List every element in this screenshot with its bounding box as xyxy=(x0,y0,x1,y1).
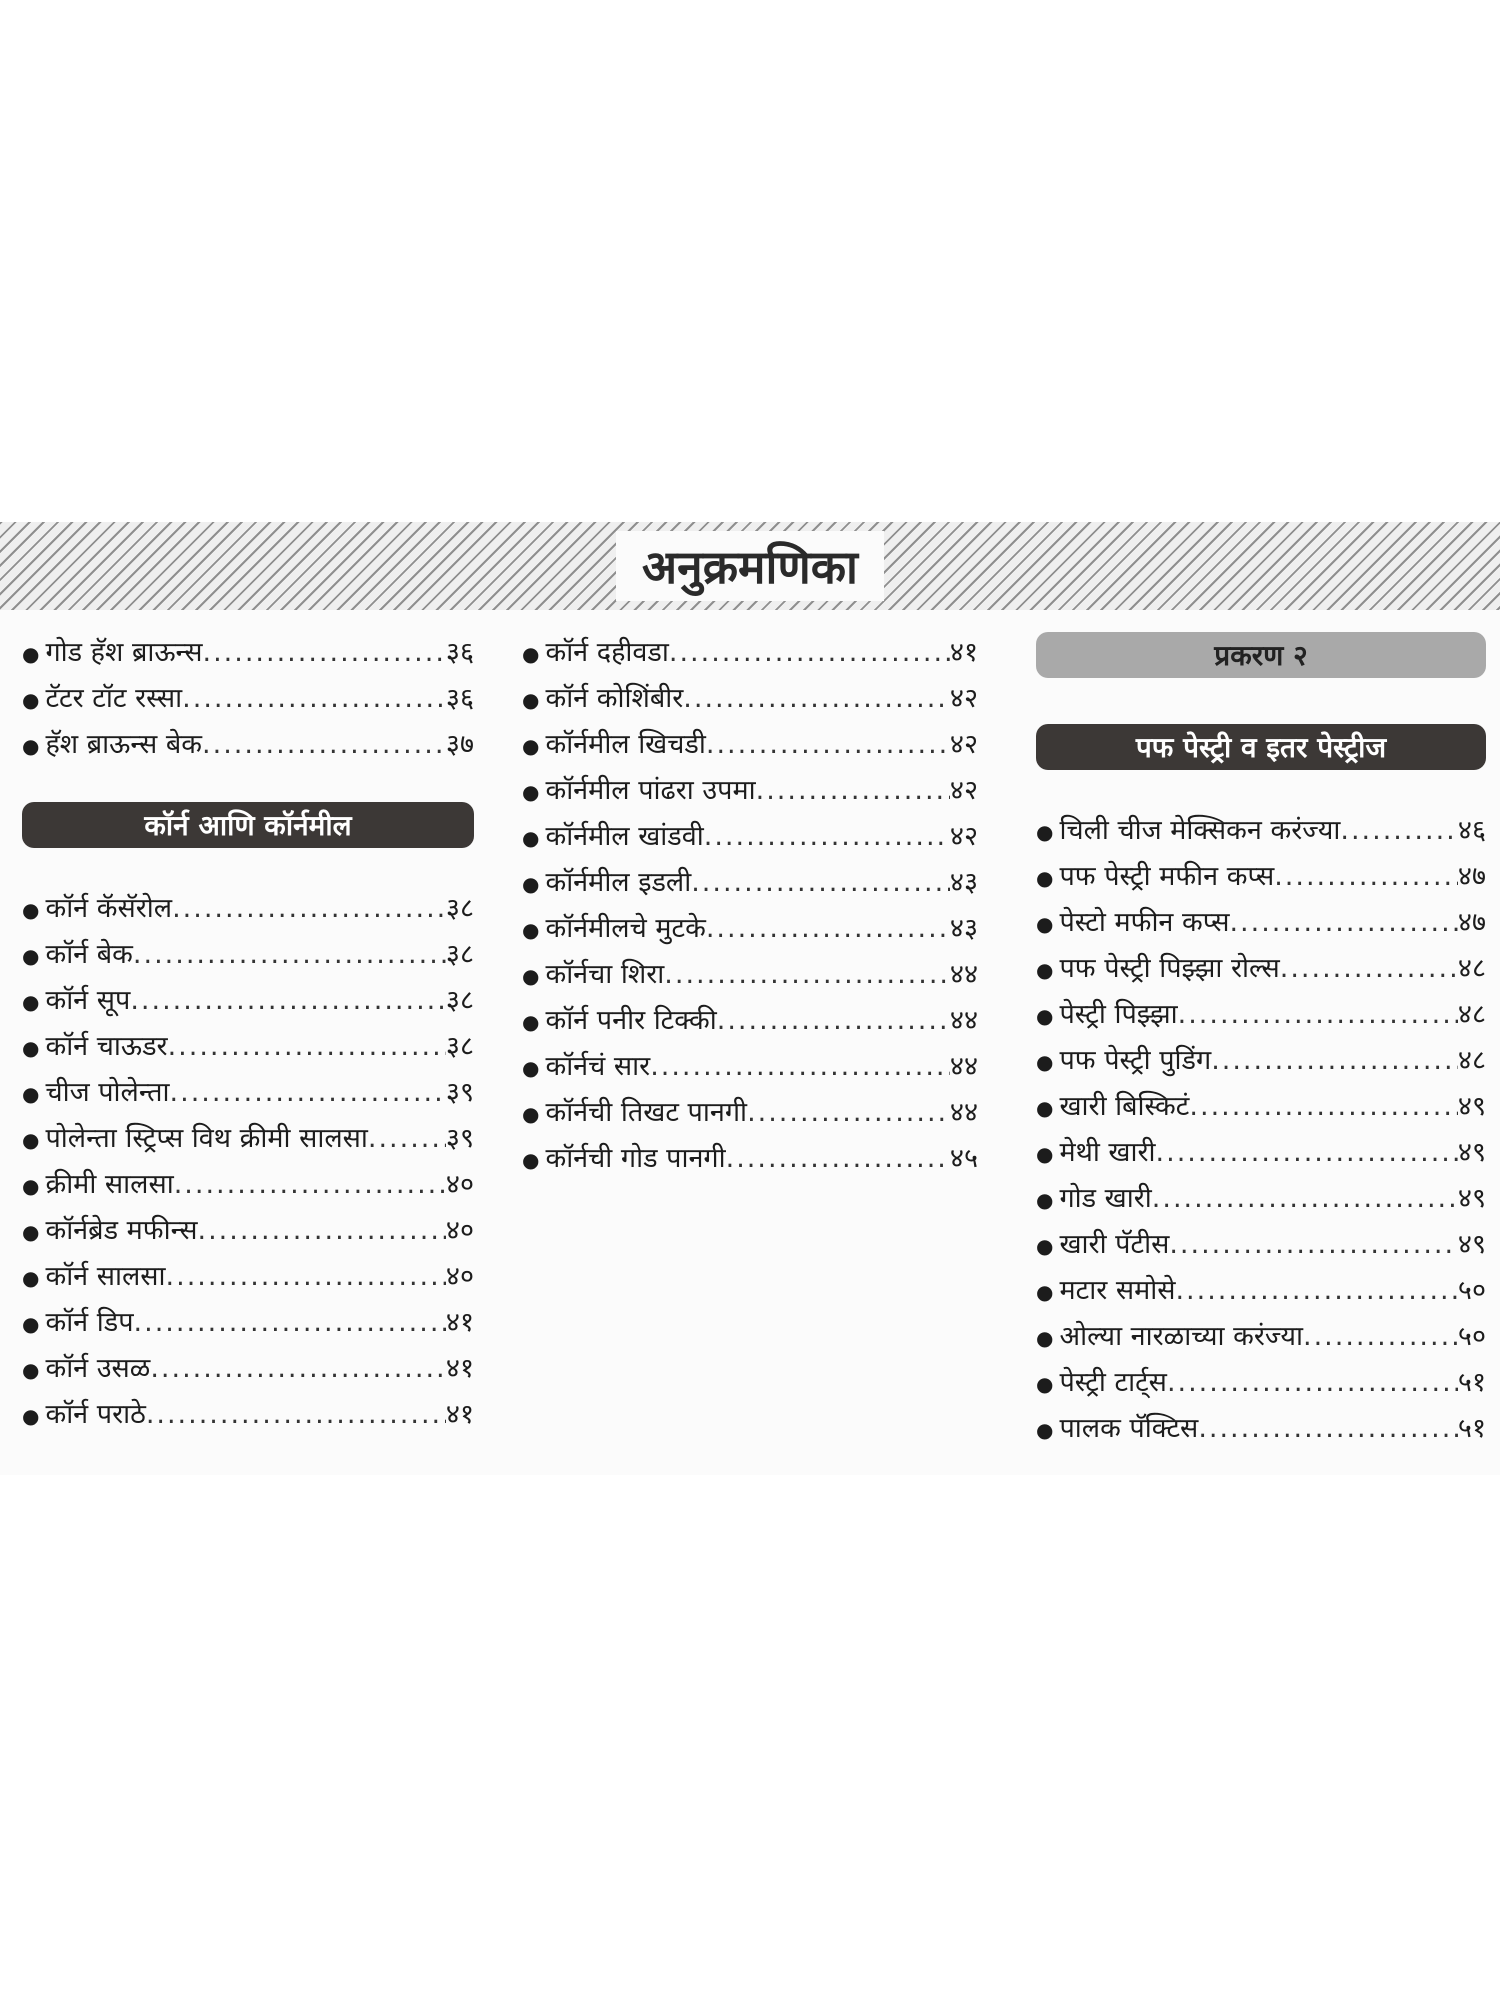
dot-leader xyxy=(1178,999,1458,1030)
dot-leader xyxy=(717,1005,950,1036)
toc-entry xyxy=(22,1348,474,1394)
toc-entry xyxy=(22,1210,474,1256)
bullet-icon: ● xyxy=(1036,820,1054,844)
entry-page-number: ४४ xyxy=(949,1097,978,1128)
bullet-icon: ● xyxy=(22,642,40,666)
dot-leader xyxy=(664,959,950,990)
entry-page-number: ४८ xyxy=(1457,999,1486,1030)
bullet-icon: ● xyxy=(1036,912,1054,936)
bullet-icon: ● xyxy=(22,1404,40,1428)
bullet-icon: ● xyxy=(522,642,540,666)
entry-page-number: ३९ xyxy=(445,1123,474,1154)
dot-leader xyxy=(1189,1091,1458,1122)
entry-title: कॉर्नची गोड पानगी xyxy=(545,1143,726,1174)
bullet-icon: ● xyxy=(522,826,540,850)
entry-page-number: ५१ xyxy=(1457,1413,1486,1444)
entry-title: कॉर्नब्रेड मफीन्स xyxy=(45,1215,198,1246)
entry-page-number: ४३ xyxy=(949,913,978,944)
dot-leader xyxy=(1229,907,1457,938)
entry-page-number: ४० xyxy=(445,1261,474,1292)
right-item-list xyxy=(1036,810,1486,1454)
entry-title: गोड हॅश ब्राऊन्स xyxy=(45,637,203,668)
bullet-icon: ● xyxy=(22,1128,40,1152)
bullet-icon: ● xyxy=(22,990,40,1014)
entry-title: पफ पेस्ट्री पुडिंग xyxy=(1059,1045,1212,1076)
dot-leader xyxy=(1211,1045,1458,1076)
entry-title: पेस्ट्री टार्ट्स xyxy=(1059,1367,1167,1398)
bullet-icon: ● xyxy=(522,688,540,712)
middle-item-list xyxy=(522,632,978,1184)
entry-title: कॉर्न सालसा xyxy=(45,1261,166,1292)
dot-leader xyxy=(166,1261,446,1292)
entry-page-number: ४७ xyxy=(1457,907,1486,938)
toc-entry xyxy=(1036,902,1486,948)
entry-title: कॉर्नमील खिचडी xyxy=(545,729,706,760)
toc-entry xyxy=(1036,1132,1486,1178)
entry-title: गोड खारी xyxy=(1059,1183,1152,1214)
toc-entry xyxy=(22,678,474,724)
entry-title: कॉर्न दहीवडा xyxy=(545,637,669,668)
entry-title: चिली चीज मेक्सिकन करंज्या xyxy=(1059,815,1341,846)
toc-entry xyxy=(1036,1086,1486,1132)
entry-page-number: ४४ xyxy=(949,1051,978,1082)
entry-page-number: ४९ xyxy=(1457,1183,1486,1214)
bullet-icon: ● xyxy=(1036,1188,1054,1212)
entry-title: कॉर्नमील पांढरा उपमा xyxy=(545,775,756,806)
entry-title: कॉर्न डिप xyxy=(45,1307,134,1338)
toc-header xyxy=(0,522,1500,610)
entry-title: पोलेन्ता स्ट्रिप्स विथ क्रीमी सालसा xyxy=(45,1123,368,1154)
bullet-icon: ● xyxy=(1036,1326,1054,1350)
dot-leader xyxy=(174,1169,446,1200)
section-label-pastry: पफ पेस्ट्री व इतर पेस्ट्रीज xyxy=(1036,724,1486,770)
dot-leader xyxy=(182,683,446,714)
dot-leader xyxy=(706,729,950,760)
left-column xyxy=(22,632,474,1440)
bullet-icon: ● xyxy=(22,1266,40,1290)
entry-page-number: ३७ xyxy=(445,729,474,760)
entry-title: कॉर्न सूप xyxy=(45,985,131,1016)
entry-page-number: ५० xyxy=(1457,1321,1486,1352)
entry-title: चीज पोलेन्ता xyxy=(45,1077,170,1108)
toc-entry xyxy=(1036,1316,1486,1362)
dot-leader xyxy=(1152,1183,1458,1214)
bullet-icon: ● xyxy=(22,1174,40,1198)
bullet-icon: ● xyxy=(1036,958,1054,982)
bullet-icon: ● xyxy=(522,734,540,758)
bullet-icon: ● xyxy=(22,1312,40,1336)
section-label-corn: कॉर्न आणि कॉर्नमील xyxy=(22,802,474,848)
dot-leader xyxy=(1303,1321,1458,1352)
chapter-label: प्रकरण २ xyxy=(1036,632,1486,678)
toc-entry xyxy=(22,1256,474,1302)
entry-title: कॉर्नमील खांडवी xyxy=(545,821,704,852)
entry-page-number: ४५ xyxy=(949,1143,978,1174)
toc-entry xyxy=(1036,1408,1486,1454)
entry-title: कॉर्न चाऊडर xyxy=(45,1031,168,1062)
entry-title: पेस्टो मफीन कप्स xyxy=(1059,907,1230,938)
dot-leader xyxy=(756,775,950,806)
bullet-icon: ● xyxy=(22,734,40,758)
middle-column xyxy=(522,632,978,1184)
bullet-icon: ● xyxy=(1036,1234,1054,1258)
entry-title: पफ पेस्ट्री मफीन कप्स xyxy=(1059,861,1275,892)
entry-page-number: ४९ xyxy=(1457,1229,1486,1260)
toc-entry xyxy=(522,862,978,908)
bullet-icon: ● xyxy=(22,1082,40,1106)
entry-page-number: ५० xyxy=(1457,1275,1486,1306)
entry-title: पेस्ट्री पिझ्झा xyxy=(1059,999,1178,1030)
toc-entry xyxy=(1036,1362,1486,1408)
left-item-list xyxy=(22,888,474,1440)
toc-entry xyxy=(22,1026,474,1072)
bullet-icon: ● xyxy=(1036,1372,1054,1396)
toc-entry xyxy=(22,888,474,934)
dot-leader xyxy=(134,1307,446,1338)
toc-entry xyxy=(522,1000,978,1046)
bullet-icon: ● xyxy=(22,688,40,712)
entry-page-number: ३८ xyxy=(445,1031,474,1062)
toc-entry xyxy=(522,908,978,954)
entry-page-number: ४२ xyxy=(949,821,978,852)
bullet-icon: ● xyxy=(522,918,540,942)
dot-leader xyxy=(146,1399,446,1430)
entry-page-number: ४१ xyxy=(445,1353,474,1384)
entry-page-number: ३६ xyxy=(445,637,474,668)
entry-page-number: ३६ xyxy=(445,683,474,714)
bullet-icon: ● xyxy=(1036,1004,1054,1028)
bullet-icon: ● xyxy=(1036,866,1054,890)
entry-page-number: ४३ xyxy=(949,867,978,898)
entry-page-number: ३८ xyxy=(445,985,474,1016)
bullet-icon: ● xyxy=(522,1102,540,1126)
toc-entry xyxy=(522,954,978,1000)
entry-title: खारी बिस्किटं xyxy=(1059,1091,1190,1122)
entry-page-number: ४८ xyxy=(1457,953,1486,984)
entry-page-number: ४४ xyxy=(949,1005,978,1036)
dot-leader xyxy=(172,893,446,924)
dot-leader xyxy=(706,913,950,944)
bullet-icon: ● xyxy=(522,780,540,804)
toc-entry xyxy=(1036,810,1486,856)
dot-leader xyxy=(704,821,950,852)
dot-leader xyxy=(170,1077,446,1108)
entry-page-number: ४१ xyxy=(445,1307,474,1338)
entry-page-number: ३८ xyxy=(445,893,474,924)
toc-entry xyxy=(22,980,474,1026)
dot-leader xyxy=(130,985,446,1016)
dot-leader xyxy=(1175,1275,1457,1306)
entry-title: पफ पेस्ट्री पिझ्झा रोल्स xyxy=(1059,953,1280,984)
table-of-contents xyxy=(0,522,1500,1475)
dot-leader xyxy=(368,1123,446,1154)
entry-title: खारी पॅटीस xyxy=(1059,1229,1170,1260)
page-title: अनुक्रमणिका xyxy=(616,531,884,601)
toc-entry xyxy=(522,632,978,678)
entry-page-number: ४९ xyxy=(1457,1091,1486,1122)
entry-page-number: ४२ xyxy=(949,775,978,806)
dot-leader xyxy=(747,1097,950,1128)
entry-title: टॅटर टॉट रस्सा xyxy=(45,683,183,714)
entry-title: कॉर्नचा शिरा xyxy=(545,959,665,990)
toc-entry xyxy=(1036,1270,1486,1316)
dot-leader xyxy=(1156,1137,1458,1168)
bullet-icon: ● xyxy=(522,964,540,988)
entry-page-number: ४४ xyxy=(949,959,978,990)
entry-page-number: ४८ xyxy=(1457,1045,1486,1076)
entry-title: कॉर्नमील इडली xyxy=(545,867,692,898)
entry-title: कॉर्नची तिखट पानगी xyxy=(545,1097,748,1128)
entry-page-number: ४६ xyxy=(1457,815,1486,846)
toc-entry xyxy=(1036,1224,1486,1270)
bullet-icon: ● xyxy=(22,898,40,922)
toc-entry xyxy=(1036,948,1486,994)
entry-page-number: ४९ xyxy=(1457,1137,1486,1168)
bullet-icon: ● xyxy=(1036,1142,1054,1166)
entry-title: कॉर्नचं सार xyxy=(545,1051,651,1082)
bullet-icon: ● xyxy=(522,1010,540,1034)
toc-entry xyxy=(1036,1040,1486,1086)
dot-leader xyxy=(1169,1229,1458,1260)
entry-title: कॉर्न कॅसॅरोल xyxy=(45,893,173,924)
toc-entry xyxy=(522,1138,978,1184)
bullet-icon: ● xyxy=(1036,1096,1054,1120)
entry-title: कॉर्न उसळ xyxy=(45,1353,151,1384)
toc-entry xyxy=(22,1164,474,1210)
toc-entry xyxy=(522,816,978,862)
entry-page-number: ३८ xyxy=(445,939,474,970)
dot-leader xyxy=(650,1051,950,1082)
toc-entry xyxy=(1036,1178,1486,1224)
dot-leader xyxy=(683,683,950,714)
entry-page-number: ५१ xyxy=(1457,1367,1486,1398)
bullet-icon: ● xyxy=(22,1036,40,1060)
toc-entry xyxy=(522,678,978,724)
bullet-icon: ● xyxy=(22,1358,40,1382)
left-top-list xyxy=(22,632,474,770)
toc-entry xyxy=(1036,994,1486,1040)
toc-entry xyxy=(22,1394,474,1440)
toc-entry xyxy=(522,724,978,770)
entry-title: मटार समोसे xyxy=(1059,1275,1176,1306)
entry-title: क्रीमी सालसा xyxy=(45,1169,174,1200)
bullet-icon: ● xyxy=(522,1148,540,1172)
entry-title: कॉर्न पनीर टिक्की xyxy=(545,1005,717,1036)
bullet-icon: ● xyxy=(522,872,540,896)
bullet-icon: ● xyxy=(22,944,40,968)
entry-page-number: ४१ xyxy=(949,637,978,668)
entry-page-number: ४१ xyxy=(445,1399,474,1430)
entry-page-number: ४० xyxy=(445,1215,474,1246)
dot-leader xyxy=(1198,1413,1458,1444)
dot-leader xyxy=(1280,953,1458,984)
toc-entry xyxy=(22,1302,474,1348)
toc-entry xyxy=(1036,856,1486,902)
toc-entry xyxy=(22,1118,474,1164)
bullet-icon: ● xyxy=(522,1056,540,1080)
entry-title: कॉर्न बेक xyxy=(45,939,133,970)
dot-leader xyxy=(726,1143,950,1174)
right-column xyxy=(1036,632,1486,1454)
toc-entry xyxy=(522,1092,978,1138)
dot-leader xyxy=(133,939,446,970)
entry-title: कॉर्नमीलचे मुटके xyxy=(545,913,706,944)
entry-page-number: ३९ xyxy=(445,1077,474,1108)
entry-title: कॉर्न पराठे xyxy=(45,1399,146,1430)
dot-leader xyxy=(202,729,446,760)
dot-leader xyxy=(168,1031,446,1062)
toc-entry xyxy=(22,1072,474,1118)
dot-leader xyxy=(203,637,446,668)
entry-page-number: ४७ xyxy=(1457,861,1486,892)
entry-title: मेथी खारी xyxy=(1059,1137,1156,1168)
toc-entry xyxy=(522,770,978,816)
entry-page-number: ४२ xyxy=(949,683,978,714)
entry-title: हॅश ब्राऊन्स बेक xyxy=(45,729,203,760)
dot-leader xyxy=(1167,1367,1458,1398)
dot-leader xyxy=(691,867,950,898)
toc-entry xyxy=(22,934,474,980)
toc-entry xyxy=(522,1046,978,1092)
dot-leader xyxy=(1274,861,1458,892)
entry-title: कॉर्न कोशिंबीर xyxy=(545,683,684,714)
bullet-icon: ● xyxy=(1036,1280,1054,1304)
toc-entry xyxy=(22,724,474,770)
entry-page-number: ४० xyxy=(445,1169,474,1200)
entry-title: पालक पॅक्टिस xyxy=(1059,1413,1199,1444)
bullet-icon: ● xyxy=(1036,1418,1054,1442)
dot-leader xyxy=(198,1215,446,1246)
entry-title: ओल्या नारळाच्या करंज्या xyxy=(1059,1321,1303,1352)
entry-page-number: ४२ xyxy=(949,729,978,760)
bullet-icon: ● xyxy=(1036,1050,1054,1074)
dot-leader xyxy=(1340,815,1458,846)
toc-entry xyxy=(22,632,474,678)
dot-leader xyxy=(669,637,950,668)
bullet-icon: ● xyxy=(22,1220,40,1244)
dot-leader xyxy=(150,1353,446,1384)
